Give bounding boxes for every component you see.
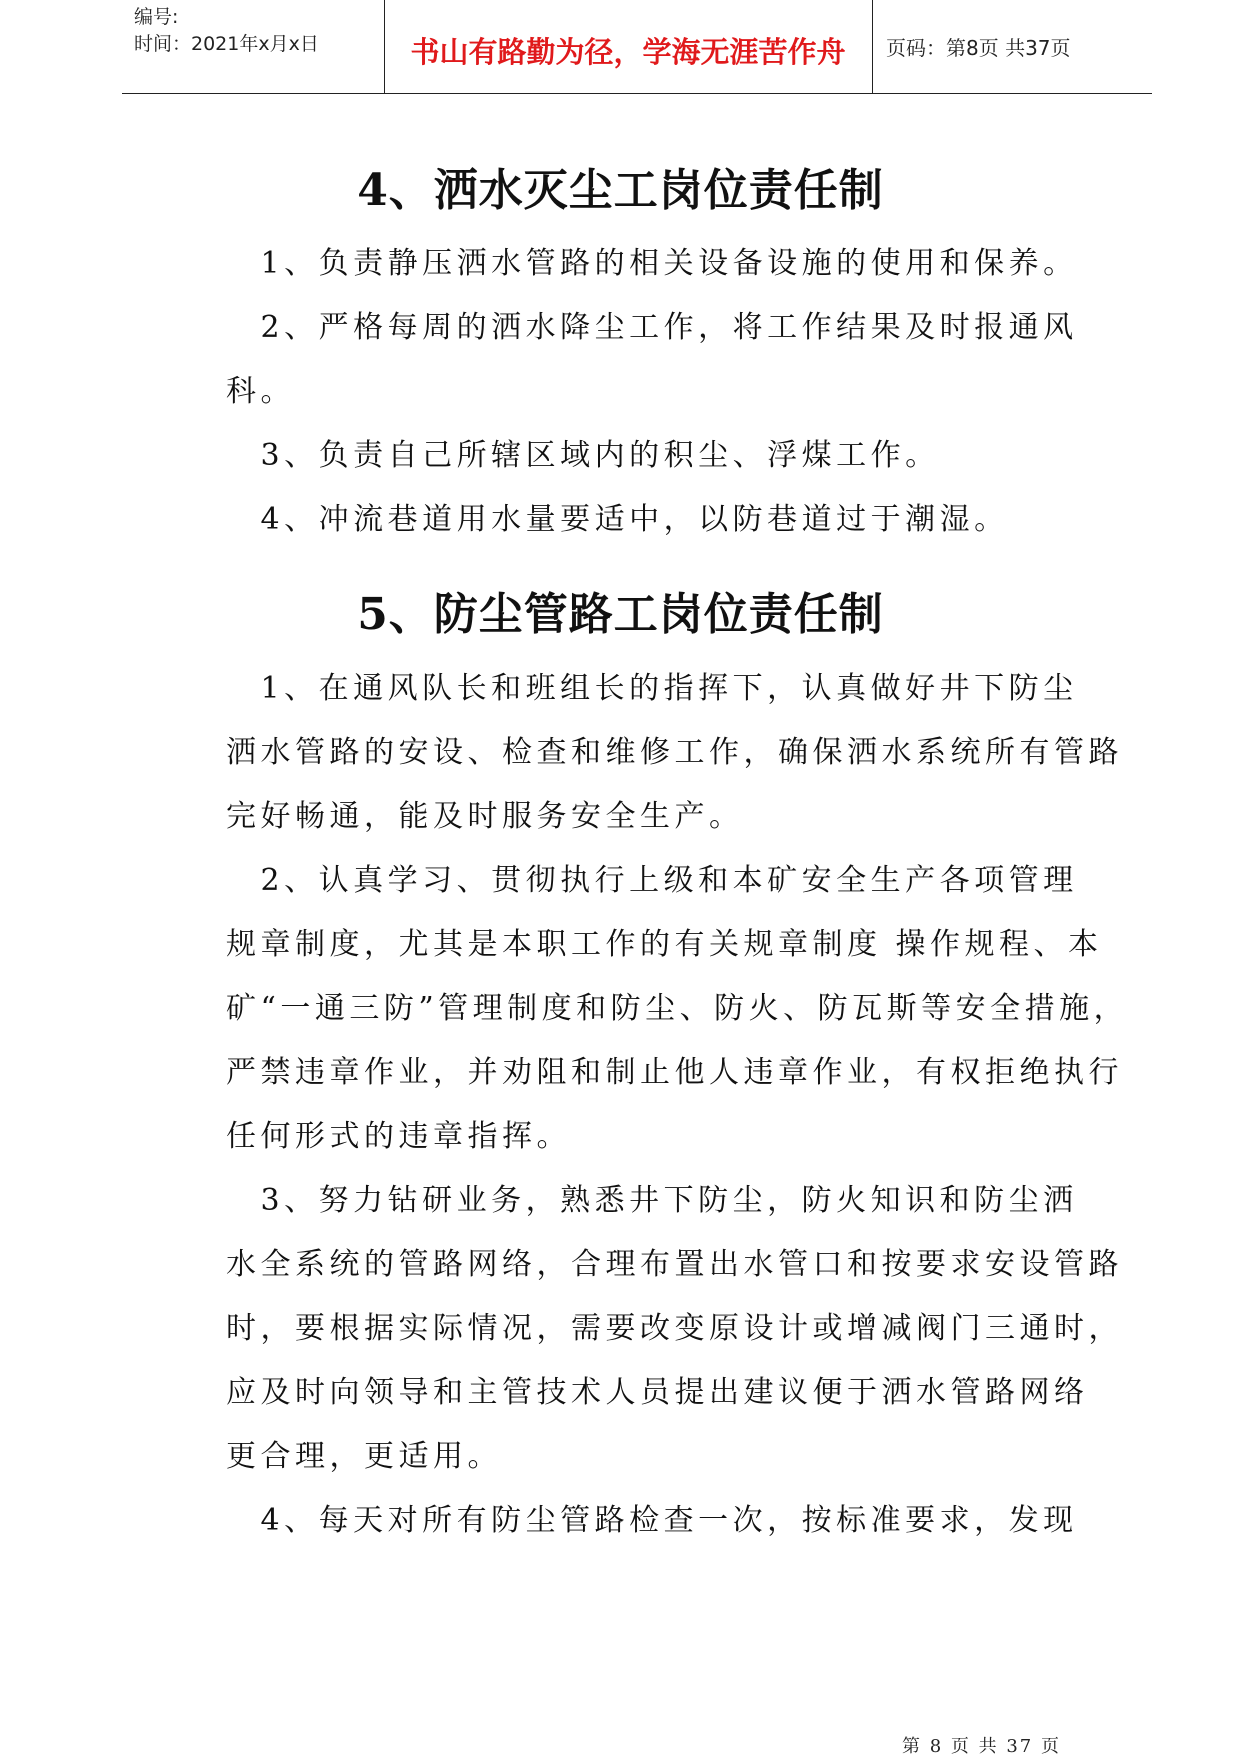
section5-line: 应及时向领导和主管技术人员提出建议便于洒水管路网络 <box>226 1375 1089 1410</box>
header-meta <box>134 4 319 58</box>
section5-line: 4、每天对所有防尘管路检查一次，按标准要求，发现 <box>226 1503 1078 1538</box>
header-page-info: 页码：第8页 共37页 <box>886 36 1071 60</box>
section4-line: 1、负责静压洒水管路的相关设备设施的使用和保养。 <box>226 246 1078 281</box>
section5-line: 水全系统的管路网络，合理布置出水管口和按要求安设管路 <box>226 1247 1123 1282</box>
section5-line: 任何形式的违章指挥。 <box>226 1119 571 1154</box>
page-header <box>122 0 1152 94</box>
section5-line: 1、在通风队长和班组长的指挥下，认真做好井下防尘 <box>226 671 1078 706</box>
section5-line: 时，要根据实际情况，需要改变原设计或增减阀门三通时， <box>226 1311 1123 1346</box>
section4-line: 科。 <box>226 374 295 409</box>
section5-line: 2、认真学习、贯彻执行上级和本矿安全生产各项管理 <box>226 863 1078 898</box>
section5-line: 矿“一通三防”管理制度和防尘、防火、防瓦斯等安全措施， <box>226 991 1129 1026</box>
header-divider <box>872 0 873 93</box>
time-label: 时间：2021年x月x日 <box>134 33 319 55</box>
serial-label: 编号: <box>134 6 179 28</box>
section5-line: 3、努力钻研业务，熟悉井下防尘，防火知识和防尘洒 <box>226 1183 1078 1218</box>
section4-line: 4、冲流巷道用水量要适中，以防巷道过于潮湿。 <box>226 502 1009 537</box>
section5-title: 5、防尘管路工岗位责任制 <box>357 589 884 640</box>
page-footer: 第 8 页 共 37 页 <box>902 1736 1061 1757</box>
section4-line: 2、严格每周的洒水降尘工作，将工作结果及时报通风 <box>226 310 1078 345</box>
section5-line: 严禁违章作业，并劝阻和制止他人违章作业，有权拒绝执行 <box>226 1055 1123 1090</box>
section5-line: 完好畅通，能及时服务安全生产。 <box>226 799 744 834</box>
section5-line: 更合理，更适用。 <box>226 1439 502 1474</box>
section4-line: 3、负责自己所辖区域内的积尘、浮煤工作。 <box>226 438 940 473</box>
header-motto: 书山有路勤为径，学海无涯苦作舟 <box>410 35 846 69</box>
section5-line: 洒水管路的安设、检查和维修工作，确保洒水系统所有管路 <box>226 735 1123 770</box>
section5-line: 规章制度，尤其是本职工作的有关规章制度 操作规程、本 <box>226 927 1103 962</box>
section4-title: 4、洒水灭尘工岗位责任制 <box>357 165 884 216</box>
